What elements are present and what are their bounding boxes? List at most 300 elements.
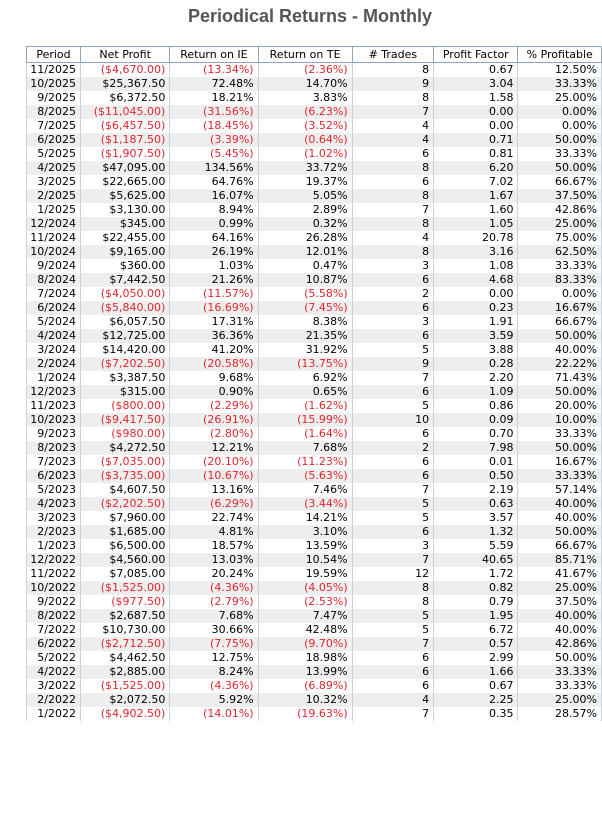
return-on-te-cell: 0.65% [258, 385, 352, 399]
profit-factor-cell: 0.00 [434, 287, 518, 301]
trades-cell: 9 [352, 77, 433, 91]
table-row [27, 385, 602, 399]
net-profit-cell: ($977.50) [80, 595, 169, 609]
net-profit-cell: $9,165.00 [80, 245, 169, 259]
period-cell: 6/2025 [27, 133, 81, 147]
profit-factor-cell: 2.25 [434, 693, 518, 707]
profit-factor-cell: 3.16 [434, 245, 518, 259]
return-on-te-cell: 0.47% [258, 259, 352, 273]
profit-factor-cell: 1.08 [434, 259, 518, 273]
trades-cell: 8 [352, 581, 433, 595]
trades-cell: 7 [352, 203, 433, 217]
return-on-te-cell: 19.37% [258, 175, 352, 189]
return-on-ie-cell: 13.16% [170, 483, 258, 497]
return-on-ie-cell: 13.03% [170, 553, 258, 567]
table-row [27, 581, 602, 595]
trades-cell: 6 [352, 525, 433, 539]
profit-factor-cell: 5.59 [434, 539, 518, 553]
profit-factor-cell: 2.20 [434, 371, 518, 385]
net-profit-cell: ($4,902.50) [80, 707, 169, 721]
profit-factor-cell: 1.91 [434, 315, 518, 329]
return-on-te-cell: (5.63%) [258, 469, 352, 483]
percent-profitable-cell: 10.00% [518, 413, 602, 427]
return-on-te-cell: 7.68% [258, 441, 352, 455]
trades-cell: 8 [352, 91, 433, 105]
return-on-ie-cell: (6.29%) [170, 497, 258, 511]
profit-factor-cell: 20.78 [434, 231, 518, 245]
return-on-ie-cell: 8.24% [170, 665, 258, 679]
trades-cell: 5 [352, 399, 433, 413]
profit-factor-cell: 3.04 [434, 77, 518, 91]
percent-profitable-cell: 50.00% [518, 651, 602, 665]
period-cell: 6/2023 [27, 469, 81, 483]
percent-profitable-cell: 37.50% [518, 595, 602, 609]
return-on-ie-cell: (11.57%) [170, 287, 258, 301]
column-header-return-on-te[interactable]: Return on TE [258, 47, 352, 63]
net-profit-cell: ($3,735.00) [80, 469, 169, 483]
table-row [27, 287, 602, 301]
return-on-ie-cell: 30.66% [170, 623, 258, 637]
period-cell: 11/2023 [27, 399, 81, 413]
net-profit-cell: $6,500.00 [80, 539, 169, 553]
net-profit-cell: ($4,670.00) [80, 63, 169, 78]
trades-cell: 8 [352, 189, 433, 203]
table-row [27, 651, 602, 665]
table-row [27, 175, 602, 189]
percent-profitable-cell: 33.33% [518, 427, 602, 441]
profit-factor-cell: 0.67 [434, 679, 518, 693]
percent-profitable-cell: 33.33% [518, 679, 602, 693]
profit-factor-cell: 6.72 [434, 623, 518, 637]
return-on-te-cell: 14.70% [258, 77, 352, 91]
period-cell: 11/2025 [27, 63, 81, 78]
period-cell: 4/2023 [27, 497, 81, 511]
net-profit-cell: $14,420.00 [80, 343, 169, 357]
return-on-te-cell: (9.70%) [258, 637, 352, 651]
trades-cell: 6 [352, 679, 433, 693]
return-on-ie-cell: (4.36%) [170, 679, 258, 693]
table-row [27, 189, 602, 203]
percent-profitable-cell: 66.67% [518, 539, 602, 553]
return-on-te-cell: 13.99% [258, 665, 352, 679]
return-on-ie-cell: 8.94% [170, 203, 258, 217]
table-row [27, 525, 602, 539]
trades-cell: 3 [352, 315, 433, 329]
percent-profitable-cell: 25.00% [518, 693, 602, 707]
net-profit-cell: ($980.00) [80, 427, 169, 441]
net-profit-cell: ($9,417.50) [80, 413, 169, 427]
return-on-ie-cell: 72.48% [170, 77, 258, 91]
return-on-ie-cell: 22.74% [170, 511, 258, 525]
profit-factor-cell: 1.05 [434, 217, 518, 231]
trades-cell: 8 [352, 245, 433, 259]
profit-factor-cell: 0.35 [434, 707, 518, 721]
profit-factor-cell: 4.68 [434, 273, 518, 287]
trades-cell: 8 [352, 161, 433, 175]
return-on-ie-cell: (20.58%) [170, 357, 258, 371]
profit-factor-cell: 0.81 [434, 147, 518, 161]
return-on-ie-cell: (7.75%) [170, 637, 258, 651]
table-row [27, 119, 602, 133]
table-row [27, 105, 602, 119]
net-profit-cell: $1,685.00 [80, 525, 169, 539]
return-on-ie-cell: 12.21% [170, 441, 258, 455]
table-row [27, 77, 602, 91]
period-cell: 12/2022 [27, 553, 81, 567]
period-cell: 2/2022 [27, 693, 81, 707]
return-on-te-cell: 13.59% [258, 539, 352, 553]
return-on-ie-cell: (18.45%) [170, 119, 258, 133]
percent-profitable-cell: 40.00% [518, 511, 602, 525]
period-cell: 7/2024 [27, 287, 81, 301]
percent-profitable-cell: 25.00% [518, 581, 602, 595]
net-profit-cell: ($1,525.00) [80, 679, 169, 693]
table-row [27, 301, 602, 315]
table-row [27, 693, 602, 707]
return-on-ie-cell: 134.56% [170, 161, 258, 175]
trades-cell: 6 [352, 273, 433, 287]
return-on-te-cell: 19.59% [258, 567, 352, 581]
return-on-ie-cell: 7.68% [170, 609, 258, 623]
return-on-ie-cell: 41.20% [170, 343, 258, 357]
table-row [27, 679, 602, 693]
return-on-ie-cell: 9.68% [170, 371, 258, 385]
return-on-te-cell: (2.36%) [258, 63, 352, 78]
profit-factor-cell: 1.67 [434, 189, 518, 203]
trades-cell: 5 [352, 609, 433, 623]
net-profit-cell: $345.00 [80, 217, 169, 231]
trades-cell: 6 [352, 147, 433, 161]
trades-cell: 7 [352, 637, 433, 651]
trades-cell: 9 [352, 357, 433, 371]
trades-cell: 7 [352, 707, 433, 721]
net-profit-cell: $6,057.50 [80, 315, 169, 329]
percent-profitable-cell: 50.00% [518, 385, 602, 399]
net-profit-cell: ($2,712.50) [80, 637, 169, 651]
table-row [27, 539, 602, 553]
period-cell: 5/2022 [27, 651, 81, 665]
column-header-return-on-ie[interactable]: Return on IE [170, 47, 258, 63]
profit-factor-cell: 0.50 [434, 469, 518, 483]
net-profit-cell: $2,072.50 [80, 693, 169, 707]
column-header-profit-factor[interactable]: Profit Factor [434, 47, 518, 63]
table-row [27, 413, 602, 427]
table-row [27, 665, 602, 679]
profit-factor-cell: 3.59 [434, 329, 518, 343]
profit-factor-cell: 0.67 [434, 63, 518, 78]
percent-profitable-cell: 41.67% [518, 567, 602, 581]
net-profit-cell: $2,687.50 [80, 609, 169, 623]
profit-factor-cell: 2.19 [434, 483, 518, 497]
return-on-te-cell: 0.32% [258, 217, 352, 231]
net-profit-cell: ($11,045.00) [80, 105, 169, 119]
return-on-te-cell: (1.02%) [258, 147, 352, 161]
return-on-ie-cell: (20.10%) [170, 455, 258, 469]
period-cell: 6/2024 [27, 301, 81, 315]
return-on-te-cell: (6.23%) [258, 105, 352, 119]
trades-cell: 6 [352, 455, 433, 469]
return-on-te-cell: 10.87% [258, 273, 352, 287]
profit-factor-cell: 7.02 [434, 175, 518, 189]
percent-profitable-cell: 22.22% [518, 357, 602, 371]
percent-profitable-cell: 50.00% [518, 161, 602, 175]
trades-cell: 4 [352, 231, 433, 245]
period-cell: 7/2025 [27, 119, 81, 133]
trades-cell: 4 [352, 693, 433, 707]
column-header-period[interactable]: Period [27, 47, 81, 63]
table-row [27, 133, 602, 147]
net-profit-cell: $4,272.50 [80, 441, 169, 455]
return-on-ie-cell: (13.34%) [170, 63, 258, 78]
table-row [27, 595, 602, 609]
table-row [27, 245, 602, 259]
period-cell: 5/2023 [27, 483, 81, 497]
return-on-te-cell: 14.21% [258, 511, 352, 525]
percent-profitable-cell: 28.57% [518, 707, 602, 721]
return-on-te-cell: (1.64%) [258, 427, 352, 441]
net-profit-cell: $5,625.00 [80, 189, 169, 203]
profit-factor-cell: 0.70 [434, 427, 518, 441]
trades-cell: 10 [352, 413, 433, 427]
net-profit-cell: ($2,202.50) [80, 497, 169, 511]
trades-cell: 7 [352, 105, 433, 119]
profit-factor-cell: 0.00 [434, 105, 518, 119]
return-on-te-cell: (6.89%) [258, 679, 352, 693]
percent-profitable-cell: 33.33% [518, 469, 602, 483]
percent-profitable-cell: 50.00% [518, 525, 602, 539]
trades-cell: 4 [352, 133, 433, 147]
period-cell: 1/2024 [27, 371, 81, 385]
period-cell: 8/2023 [27, 441, 81, 455]
period-cell: 9/2025 [27, 91, 81, 105]
net-profit-cell: ($1,525.00) [80, 581, 169, 595]
table-row [27, 273, 602, 287]
period-cell: 8/2022 [27, 609, 81, 623]
percent-profitable-cell: 66.67% [518, 175, 602, 189]
trades-cell: 2 [352, 441, 433, 455]
net-profit-cell: $360.00 [80, 259, 169, 273]
period-cell: 11/2022 [27, 567, 81, 581]
net-profit-cell: $2,885.00 [80, 665, 169, 679]
return-on-ie-cell: (5.45%) [170, 147, 258, 161]
percent-profitable-cell: 16.67% [518, 455, 602, 469]
table-row [27, 511, 602, 525]
profit-factor-cell: 0.09 [434, 413, 518, 427]
profit-factor-cell: 6.20 [434, 161, 518, 175]
return-on-te-cell: (11.23%) [258, 455, 352, 469]
percent-profitable-cell: 50.00% [518, 133, 602, 147]
percent-profitable-cell: 25.00% [518, 217, 602, 231]
return-on-te-cell: 33.72% [258, 161, 352, 175]
return-on-ie-cell: 0.90% [170, 385, 258, 399]
return-on-ie-cell: 64.16% [170, 231, 258, 245]
table-row [27, 231, 602, 245]
net-profit-cell: $315.00 [80, 385, 169, 399]
percent-profitable-cell: 33.33% [518, 259, 602, 273]
percent-profitable-cell: 40.00% [518, 609, 602, 623]
percent-profitable-cell: 33.33% [518, 147, 602, 161]
return-on-ie-cell: (16.69%) [170, 301, 258, 315]
return-on-te-cell: (1.62%) [258, 399, 352, 413]
period-cell: 9/2022 [27, 595, 81, 609]
table-row [27, 259, 602, 273]
trades-cell: 5 [352, 623, 433, 637]
return-on-ie-cell: (26.91%) [170, 413, 258, 427]
return-on-te-cell: 6.92% [258, 371, 352, 385]
profit-factor-cell: 3.57 [434, 511, 518, 525]
table-row [27, 357, 602, 371]
period-cell: 12/2024 [27, 217, 81, 231]
profit-factor-cell: 0.63 [434, 497, 518, 511]
period-cell: 7/2023 [27, 455, 81, 469]
percent-profitable-cell: 57.14% [518, 483, 602, 497]
profit-factor-cell: 1.58 [434, 91, 518, 105]
period-cell: 11/2024 [27, 231, 81, 245]
table-row [27, 623, 602, 637]
return-on-te-cell: 5.05% [258, 189, 352, 203]
percent-profitable-cell: 25.00% [518, 91, 602, 105]
report-title: Periodical Returns - Monthly [187, 6, 433, 26]
return-on-ie-cell: 36.36% [170, 329, 258, 343]
period-cell: 5/2024 [27, 315, 81, 329]
percent-profitable-cell: 37.50% [518, 189, 602, 203]
return-on-te-cell: (7.45%) [258, 301, 352, 315]
return-on-te-cell: 26.28% [258, 231, 352, 245]
percent-profitable-cell: 40.00% [518, 497, 602, 511]
period-cell: 10/2024 [27, 245, 81, 259]
period-cell: 1/2022 [27, 707, 81, 721]
net-profit-cell: $6,372.50 [80, 91, 169, 105]
return-on-te-cell: 3.10% [258, 525, 352, 539]
period-cell: 12/2023 [27, 385, 81, 399]
return-on-ie-cell: 5.92% [170, 693, 258, 707]
return-on-ie-cell: 20.24% [170, 567, 258, 581]
trades-cell: 6 [352, 175, 433, 189]
return-on-ie-cell: (10.67%) [170, 469, 258, 483]
table-row [27, 343, 602, 357]
percent-profitable-cell: 42.86% [518, 203, 602, 217]
column-header-trades[interactable]: # Trades [352, 47, 433, 63]
trades-cell: 4 [352, 119, 433, 133]
profit-factor-cell: 3.88 [434, 343, 518, 357]
trades-cell: 7 [352, 483, 433, 497]
table-row [27, 609, 602, 623]
table-row [27, 707, 602, 721]
net-profit-cell: ($4,050.00) [80, 287, 169, 301]
percent-profitable-cell: 71.43% [518, 371, 602, 385]
return-on-ie-cell: 17.31% [170, 315, 258, 329]
return-on-te-cell: 18.98% [258, 651, 352, 665]
percent-profitable-cell: 0.00% [518, 287, 602, 301]
net-profit-cell: ($7,202.50) [80, 357, 169, 371]
table-row [27, 553, 602, 567]
percent-profitable-cell: 42.86% [518, 637, 602, 651]
return-on-te-cell: 21.35% [258, 329, 352, 343]
net-profit-cell: $7,442.50 [80, 273, 169, 287]
column-header-net-profit[interactable]: Net Profit [80, 47, 169, 63]
return-on-te-cell: 12.01% [258, 245, 352, 259]
percent-profitable-cell: 0.00% [518, 119, 602, 133]
percent-profitable-cell: 66.67% [518, 315, 602, 329]
table-row [27, 147, 602, 161]
return-on-te-cell: (5.58%) [258, 287, 352, 301]
percent-profitable-cell: 85.71% [518, 553, 602, 567]
return-on-te-cell: (19.63%) [258, 707, 352, 721]
profit-factor-cell: 0.57 [434, 637, 518, 651]
profit-factor-cell: 1.09 [434, 385, 518, 399]
table-row [27, 63, 602, 78]
period-cell: 3/2025 [27, 175, 81, 189]
periodical-returns-table [26, 46, 602, 721]
profit-factor-cell: 2.99 [434, 651, 518, 665]
net-profit-cell: $22,665.00 [80, 175, 169, 189]
return-on-ie-cell: 12.75% [170, 651, 258, 665]
return-on-te-cell: (0.64%) [258, 133, 352, 147]
period-cell: 2/2024 [27, 357, 81, 371]
trades-cell: 3 [352, 259, 433, 273]
period-cell: 2/2023 [27, 525, 81, 539]
return-on-te-cell: (15.99%) [258, 413, 352, 427]
return-on-te-cell: 10.54% [258, 553, 352, 567]
table-row [27, 427, 602, 441]
period-cell: 7/2022 [27, 623, 81, 637]
table-row [27, 161, 602, 175]
period-cell: 10/2023 [27, 413, 81, 427]
return-on-te-cell: 10.32% [258, 693, 352, 707]
percent-profitable-cell: 75.00% [518, 231, 602, 245]
return-on-ie-cell: 26.19% [170, 245, 258, 259]
percent-profitable-cell: 33.33% [518, 665, 602, 679]
trades-cell: 5 [352, 497, 433, 511]
profit-factor-cell: 1.72 [434, 567, 518, 581]
return-on-te-cell: (3.52%) [258, 119, 352, 133]
return-on-te-cell: 42.48% [258, 623, 352, 637]
table-row [27, 637, 602, 651]
period-cell: 3/2023 [27, 511, 81, 525]
net-profit-cell: ($1,907.50) [80, 147, 169, 161]
percent-profitable-cell: 40.00% [518, 343, 602, 357]
return-on-ie-cell: 0.99% [170, 217, 258, 231]
table-row [27, 441, 602, 455]
table-row [27, 329, 602, 343]
return-on-ie-cell: 1.03% [170, 259, 258, 273]
return-on-ie-cell: 18.21% [170, 91, 258, 105]
period-cell: 3/2022 [27, 679, 81, 693]
period-cell: 5/2025 [27, 147, 81, 161]
period-cell: 4/2025 [27, 161, 81, 175]
period-cell: 8/2024 [27, 273, 81, 287]
table-row [27, 567, 602, 581]
net-profit-cell: ($1,187.50) [80, 133, 169, 147]
table-row [27, 399, 602, 413]
percent-profitable-cell: 40.00% [518, 623, 602, 637]
period-cell: 4/2022 [27, 665, 81, 679]
profit-factor-cell: 1.95 [434, 609, 518, 623]
trades-cell: 8 [352, 63, 433, 78]
profit-factor-cell: 0.79 [434, 595, 518, 609]
trades-cell: 6 [352, 385, 433, 399]
return-on-te-cell: (13.75%) [258, 357, 352, 371]
return-on-ie-cell: 64.76% [170, 175, 258, 189]
table-row [27, 483, 602, 497]
column-header-percent-profitable[interactable]: % Profitable [518, 47, 602, 63]
table-row [27, 469, 602, 483]
return-on-te-cell: (2.53%) [258, 595, 352, 609]
return-on-ie-cell: 21.26% [170, 273, 258, 287]
return-on-ie-cell: (14.01%) [170, 707, 258, 721]
return-on-te-cell: 31.92% [258, 343, 352, 357]
return-on-te-cell: 7.46% [258, 483, 352, 497]
